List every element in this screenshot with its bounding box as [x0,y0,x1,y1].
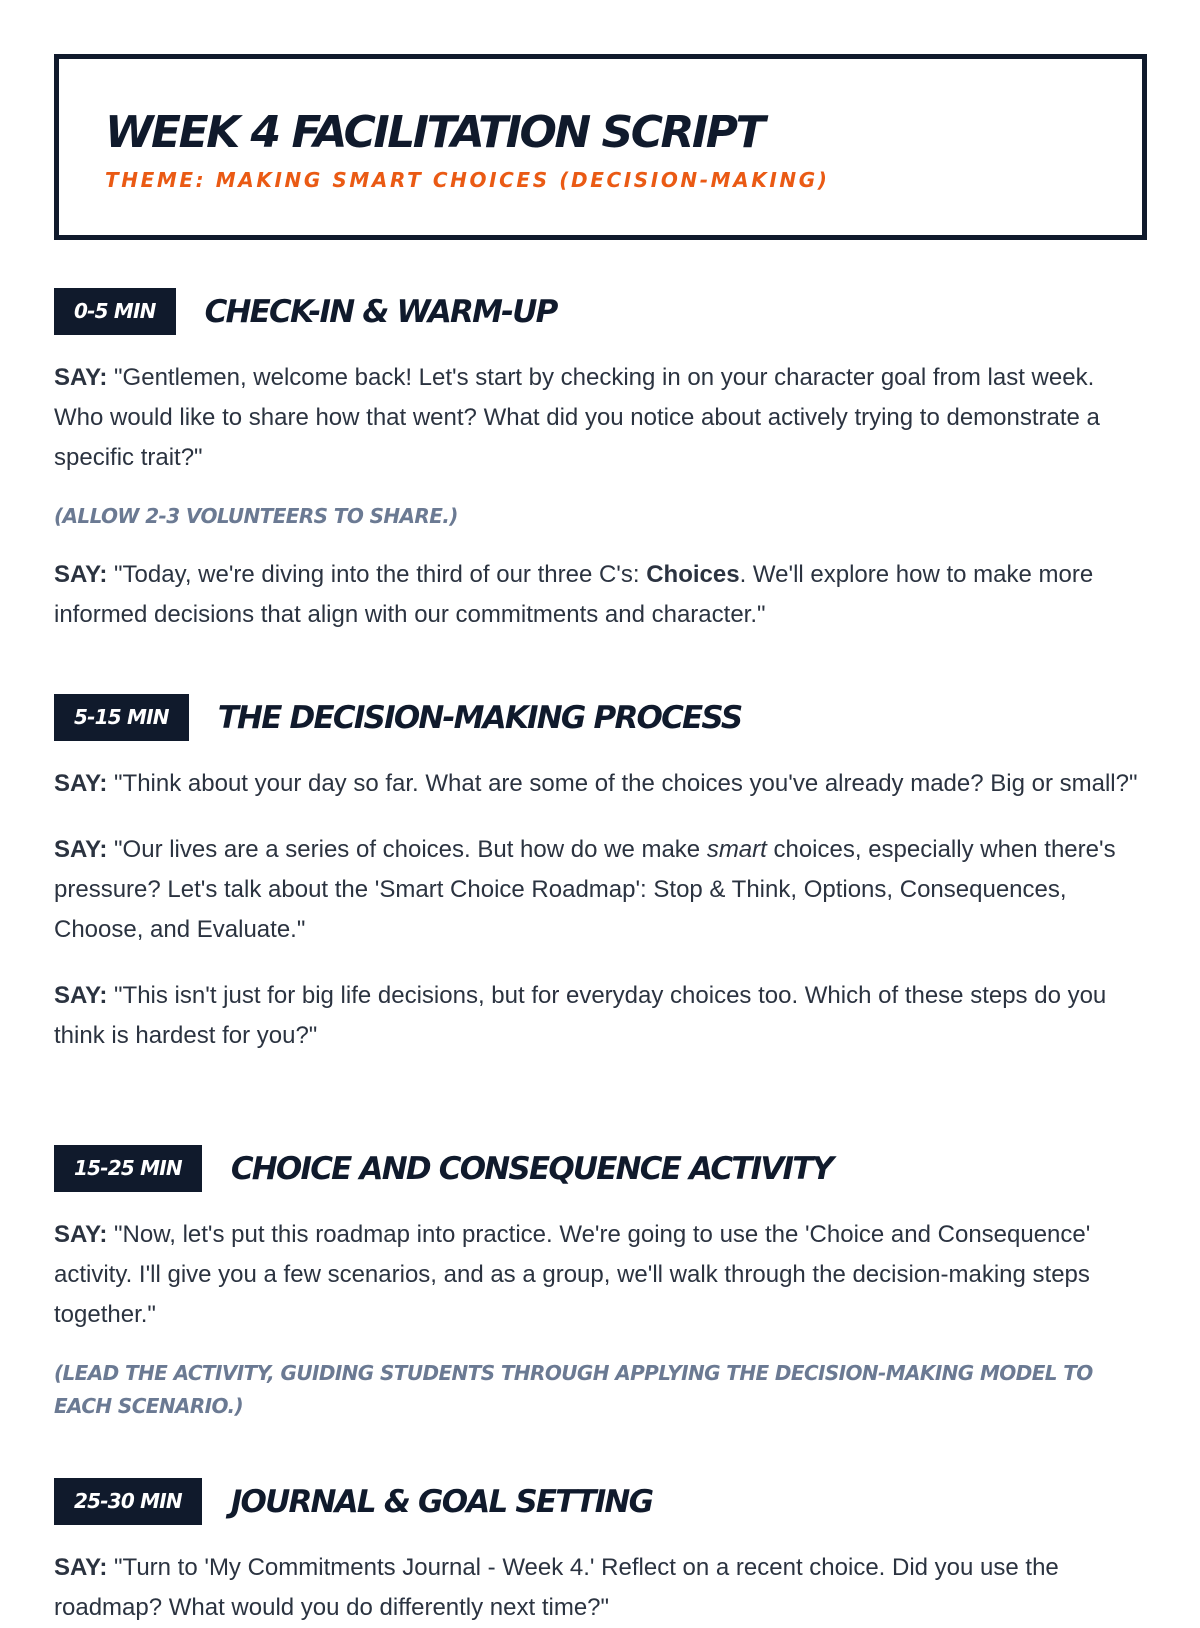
section-journal [54,1478,1147,1628]
say-paragraph [54,1548,1147,1628]
say-text: "Gentlemen, welcome back! Let's start by checking in on your character goal from last week. Who would like to share how that went? What did you notice about actively trying to demonstrate a specific trait?" [54,364,1100,471]
say-text: "Now, let's put this roadmap into practice. We're going to use the 'Choice and Consequence' activity. I'll give you a few scenarios, and as a group, we'll walk through the decision-making steps together." [54,1221,1091,1328]
facilitator-note: (ALLOW 2-3 VOLUNTEERS TO SHARE.) [54,504,458,528]
section-choice-consequence [54,1145,1147,1423]
say-text: "Turn to 'My Commitments Journal - Week 4.' Reflect on a recent choice. Did you use the roadmap? What would you do differently next time?" [54,1554,1059,1621]
section-title: THE DECISION-MAKING PROCESS [217,699,742,736]
say-paragraph [54,976,1147,1056]
say-label: SAY: [54,836,108,863]
say-paragraph [54,830,1147,950]
section-header [54,694,1147,741]
time-badge: 15-25 MIN [54,1145,202,1192]
time-badge: 5-15 MIN [54,694,189,741]
say-label: SAY: [54,770,108,797]
say-text: "Think about your day so far. What are some of the choices you've already made? Big or small?" [114,770,1138,797]
say-text: "Today, we're diving into the third of our three C's: [114,561,647,588]
facilitation-script-page [54,54,1147,1621]
section-title: CHECK-IN & WARM-UP [204,293,557,330]
say-text: choices, especially when there's pressure? Let's talk about the 'Smart Choice Roadmap': Stop & Think, Options, Consequences, Choose, and Evaluate." [54,836,1116,943]
facilitator-note: (LEAD THE ACTIVITY, GUIDING STUDENTS THROUGH APPLYING THE DECISION-MAKING MODEL TO EACH SCENARIO.) [54,1361,1093,1418]
keyword-choices: Choices [646,561,740,588]
section-decision-making [54,694,1147,1056]
say-paragraph [54,555,1147,635]
say-label: SAY: [54,982,108,1009]
say-paragraph [54,1215,1147,1335]
say-label: SAY: [54,1221,108,1248]
section-header [54,288,1147,335]
section-title: CHOICE AND CONSEQUENCE ACTIVITY [230,1150,833,1187]
time-badge: 25-30 MIN [54,1478,202,1525]
say-text: "This isn't just for big life decisions, but for everyday choices too. Which of these steps do you think is hardest for you?" [54,982,1107,1049]
section-header [54,1478,1147,1525]
say-paragraph [54,764,1147,804]
time-badge: 0-5 MIN [54,288,176,335]
section-title: JOURNAL & GOAL SETTING [230,1483,653,1520]
emphasis-smart: smart [706,836,767,863]
say-text: . We'll explore how to make more informed decisions that align with our commitments and character." [54,561,1094,628]
document-title: WEEK 4 FACILITATION SCRIPT [105,107,764,158]
say-label: SAY: [54,364,108,391]
say-label: SAY: [54,1554,108,1581]
say-paragraph [54,358,1147,478]
section-check-in [54,288,1147,635]
header-box [54,54,1147,240]
document-theme: THEME: MAKING SMART CHOICES (DECISION-MAKING) [105,168,830,192]
say-text: "Our lives are a series of choices. But how do we make [114,836,707,863]
section-header [54,1145,1147,1192]
say-label: SAY: [54,561,108,588]
